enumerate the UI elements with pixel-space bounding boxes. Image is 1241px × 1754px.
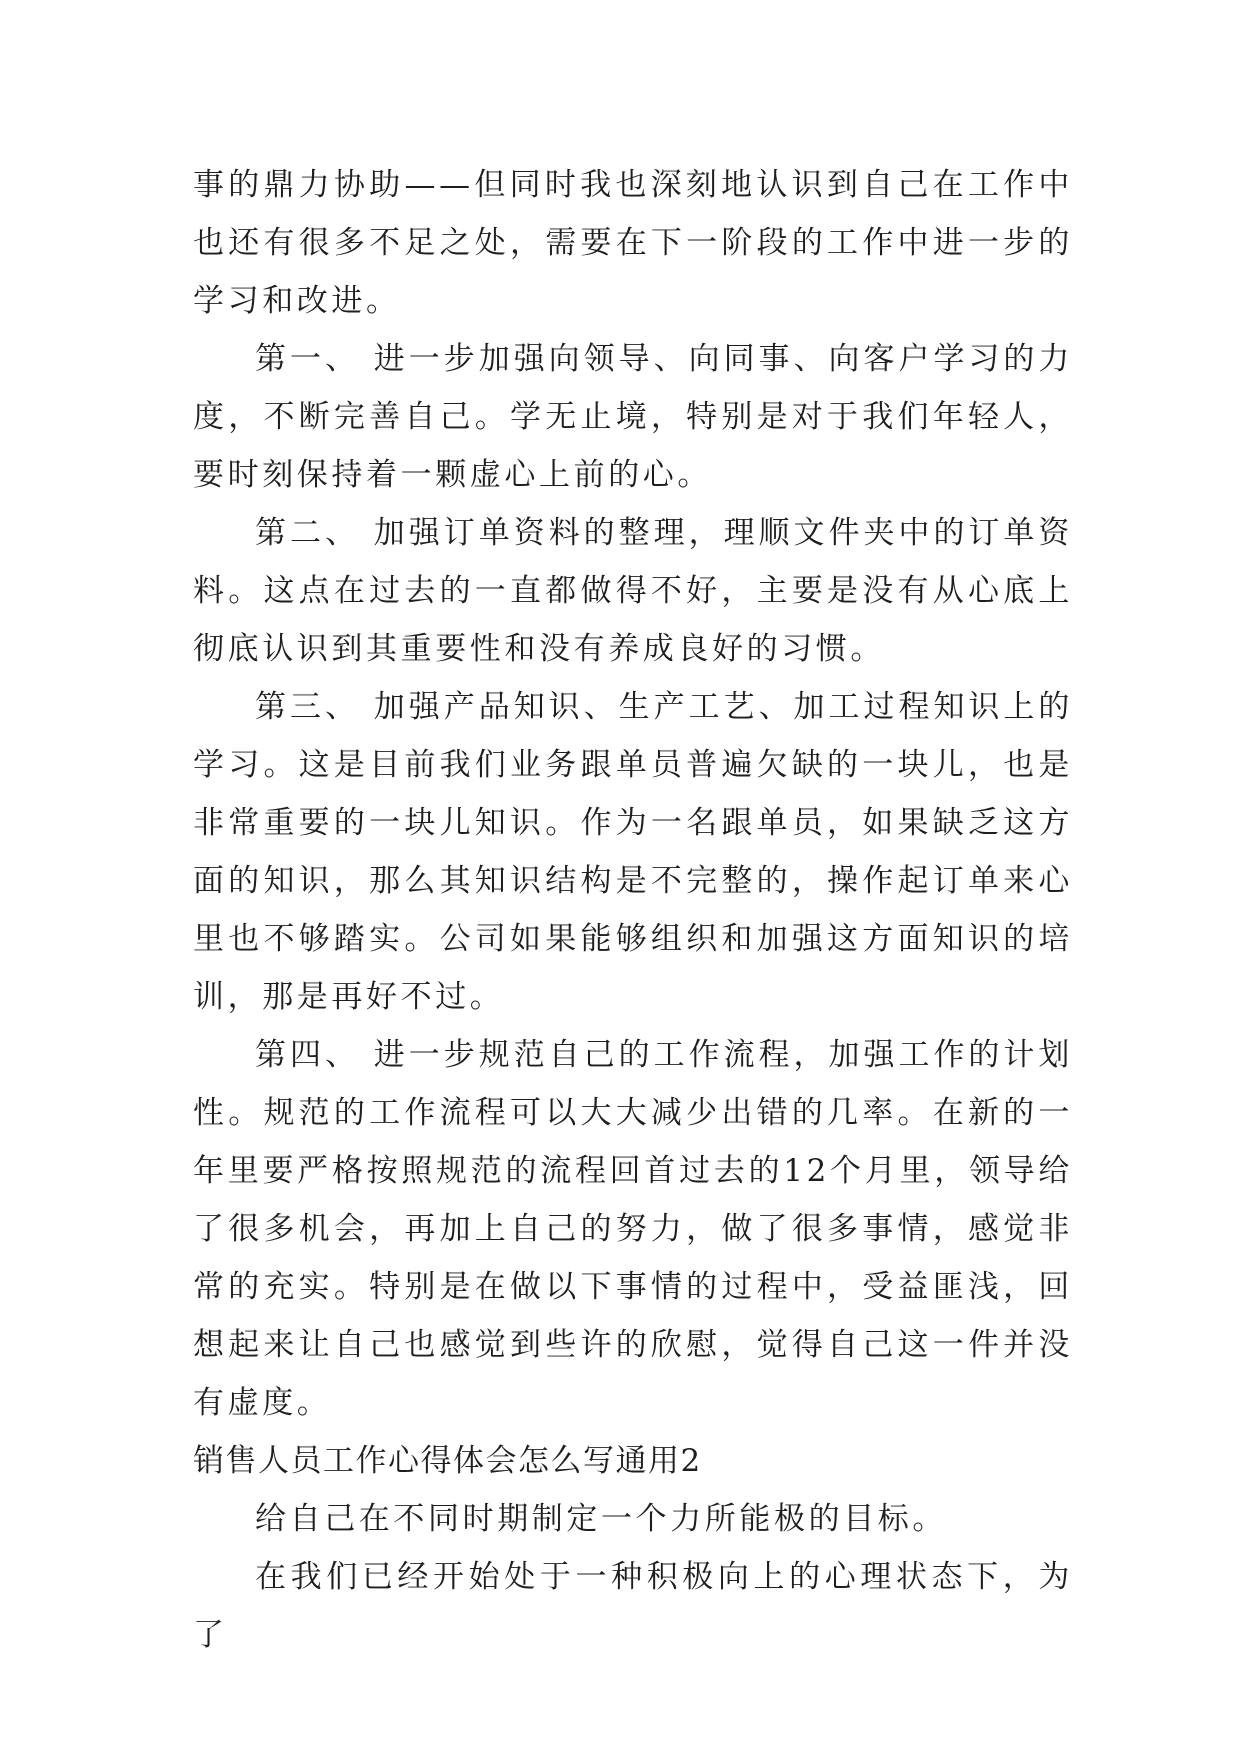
paragraph-positive-state: 在我们已经开始处于一种积极向上的心理状态下，为了 xyxy=(193,1559,1073,1653)
section-heading: 销售人员工作心得体会怎么写通用2 xyxy=(193,1443,702,1479)
paragraph-second-point: 第二、 加强订单资料的整理，理顺文件夹中的订单资料。这点在过去的一直都做得不好，主要是没有从心底上彻底认识到其重要性和没有养成良好的习惯。 xyxy=(193,515,1073,667)
paragraph-goal: 给自己在不同时期制定一个力所能极的目标。 xyxy=(255,1501,947,1537)
paragraph-fourth-point: 第四、 进一步规范自己的工作流程，加强工作的计划性。规范的工作流程可以大大减少出错的几率。在新的一年里要严格按照规范的流程回首过去的12个月里，领导给了很多机会，再加上自己的努力，做了很多事情，感觉非常的充实。特别是在做以下事情的过程中，受益匪浅，回想起来让自己也感觉到些许的欣慰，觉得自己这一件并没有虚度。 xyxy=(193,1037,1073,1421)
document-body xyxy=(193,156,1073,1664)
paragraph-continuation: 事的鼎力协助——但同时我也深刻地认识到自己在工作中也还有很多不足之处，需要在下一阶段的工作中进一步的学习和改进。 xyxy=(193,167,1073,319)
paragraph-first-point: 第一、 进一步加强向领导、向同事、向客户学习的力度，不断完善自己。学无止境，特别是对于我们年轻人，要时刻保持着一颗虚心上前的心。 xyxy=(193,341,1073,493)
paragraph-third-point: 第三、 加强产品知识、生产工艺、加工过程知识上的学习。这是目前我们业务跟单员普遍欠缺的一块儿，也是非常重要的一块儿知识。作为一名跟单员，如果缺乏这方面的知识，那么其知识结构是不完整的，操作起订单来心里也不够踏实。公司如果能够组织和加强这方面知识的培训，那是再好不过。 xyxy=(193,689,1073,1015)
